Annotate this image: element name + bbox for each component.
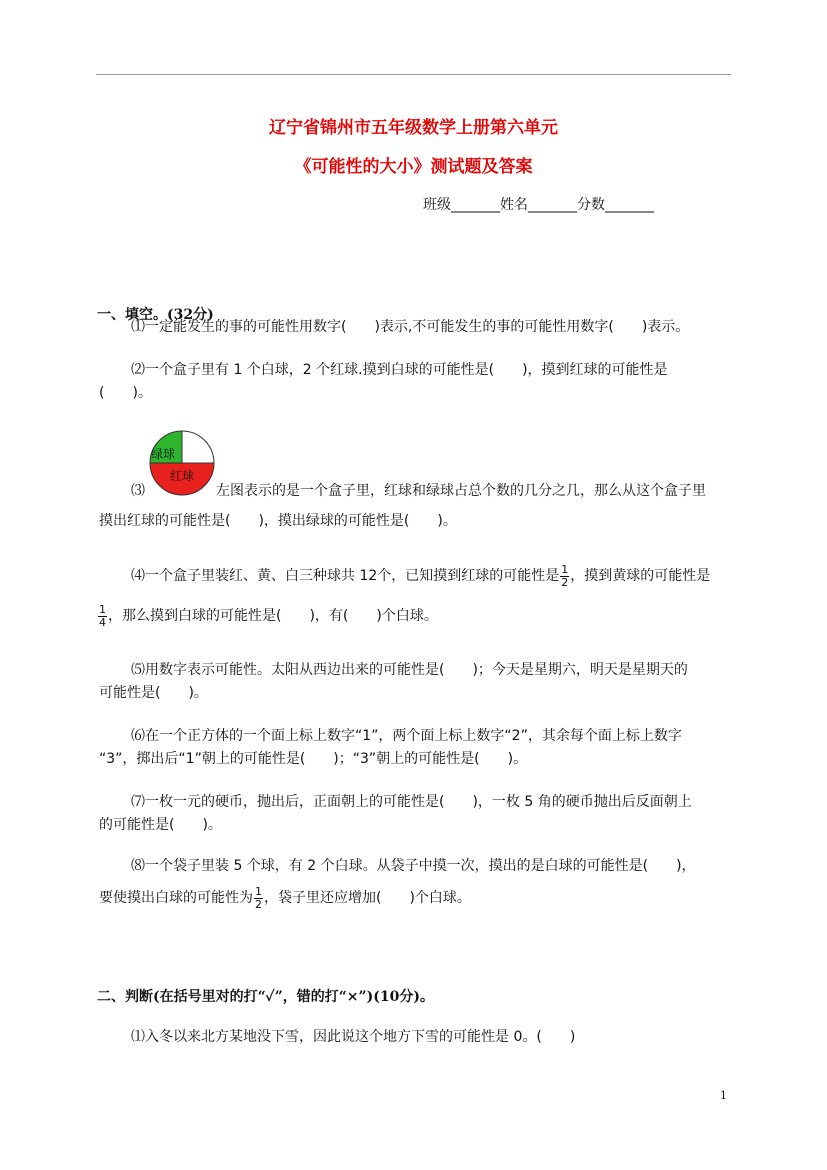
question-2-1: ⑴入冬以来北方某地没下雪，因此说这个地方下雪的可能性是 0。( ) bbox=[131, 1029, 576, 1045]
red-label: 红球 bbox=[170, 469, 195, 483]
question-1-7-line2: 的可能性是( )。 bbox=[99, 817, 222, 833]
frac-denominator: 2 bbox=[561, 575, 569, 589]
question-1-8-line2 bbox=[99, 882, 471, 914]
q8-text-b: ，袋子里还应增加( )个白球。 bbox=[264, 890, 471, 906]
section-2-heading: 二、判断(在括号里对的打“✓”，错的打“×”)(10分)。 bbox=[97, 989, 434, 1005]
question-1-4-line2 bbox=[97, 600, 438, 632]
frac-denominator: 4 bbox=[99, 615, 106, 629]
page-subtitle: 《可能性的大小》测试题及答案 bbox=[294, 157, 533, 177]
header-rule bbox=[96, 74, 731, 75]
question-1-7-line1: ⑺一枚一元的硬币，抛出后，正面朝上的可能性是( )，一枚 5 角的硬币抛出后反面朝上 bbox=[131, 794, 692, 810]
page-title: 辽宁省锦州市五年级数学上册第六单元 bbox=[269, 118, 558, 138]
fraction-one-half-2 bbox=[254, 886, 263, 911]
question-1-1: ⑴一定能发生的事的可能性用数字( )表示,不可能发生的事的可能性用数字( )表示。 bbox=[131, 319, 690, 335]
question-1-6-line1: ⑹在一个正方体的一个面上标上数字“1”，两个面上标上数字“2”，其余每个面上标上数字 bbox=[131, 728, 682, 744]
question-1-8-line1: ⑻一个袋子里装 5 个球，有 2 个白球。从袋子中摸一次，摸出的是白球的可能性是( )， bbox=[131, 858, 696, 874]
q4-text-c: ，那么摸到白球的可能性是( )，有( )个白球。 bbox=[108, 608, 438, 624]
student-info-line bbox=[423, 194, 654, 214]
fraction-one-quarter bbox=[98, 604, 107, 629]
frac-numerator: 1 bbox=[561, 562, 569, 576]
question-1-2-line2: ( )。 bbox=[99, 385, 152, 401]
ball-ratio-pie-chart bbox=[148, 430, 216, 496]
question-1-5-line2: 可能性是( )。 bbox=[99, 685, 208, 701]
class-field: 班级_______ bbox=[423, 197, 500, 213]
frac-numerator: 1 bbox=[99, 602, 106, 616]
q4-text-a: ⑷一个盒子里装红、黄、白三种球共 12个，已知摸到红球的可能性是 bbox=[131, 568, 560, 584]
question-1-5-line1: ⑸用数字表示可能性。太阳从西边出来的可能性是( )；今天是星期六，明天是星期天的 bbox=[131, 662, 688, 678]
question-1-3-line2: 摸出红球的可能性是( )，摸出绿球的可能性是( )。 bbox=[99, 513, 457, 529]
page-number: 1 bbox=[720, 1089, 727, 1102]
green-label: 绿球 bbox=[151, 447, 176, 461]
q4-text-b: ，摸到黄球的可能性是 bbox=[570, 568, 711, 584]
fraction-one-half bbox=[560, 564, 569, 589]
q8-text-a: 要使摸出白球的可能性为 bbox=[99, 890, 253, 906]
frac-denominator: 2 bbox=[255, 897, 262, 911]
score-field: 分数_______ bbox=[577, 197, 654, 213]
section-1-heading: 一、填空。(32分) bbox=[97, 307, 214, 323]
name-field: 姓名_______ bbox=[500, 197, 577, 213]
question-1-3-line1: 左图表示的是一个盒子里，红球和绿球占总个数的几分之几，那么从这个盒子里 bbox=[216, 483, 706, 499]
question-1-3-number: ⑶ bbox=[131, 483, 145, 499]
frac-numerator: 1 bbox=[255, 884, 262, 898]
question-1-4-line1 bbox=[131, 560, 710, 592]
question-1-6-line2: “3”，掷出后“1”朝上的可能性是( )；“3”朝上的可能性是( )。 bbox=[99, 751, 528, 767]
question-1-2-line1: ⑵一个盒子里有 1 个白球，2 个红球.摸到白球的可能性是( )，摸到红球的可能性是 bbox=[131, 362, 668, 378]
